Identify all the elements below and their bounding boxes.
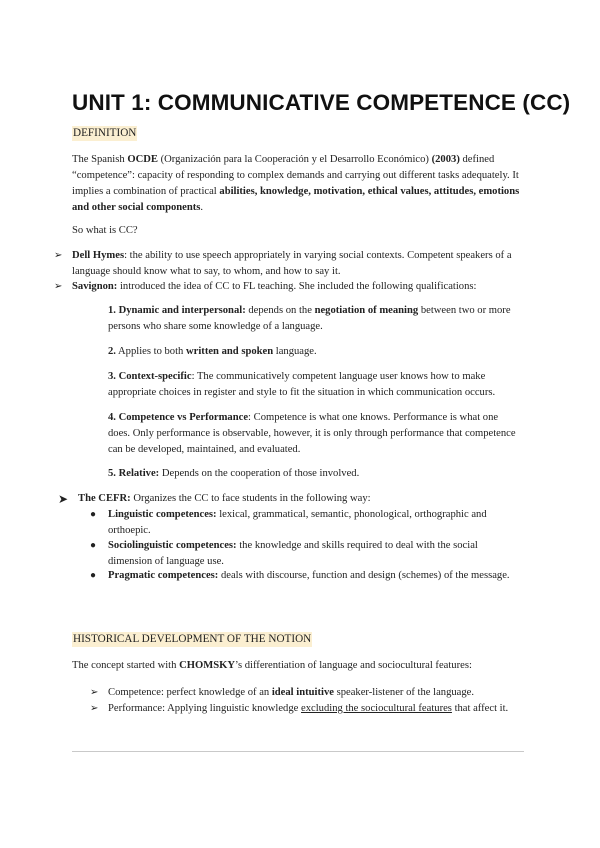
hymes-item bbox=[72, 248, 532, 280]
qualification-number: 2. bbox=[108, 346, 116, 357]
qualification-1 bbox=[108, 303, 518, 335]
qualification-text: language. bbox=[273, 346, 317, 357]
period: . bbox=[200, 202, 204, 213]
qualification-text: between two or more persons who share some knowledge of a language. bbox=[108, 305, 511, 332]
qualification-2 bbox=[108, 344, 518, 360]
arrow-bullet-icon: ➢ bbox=[54, 250, 63, 261]
cefr-competence-linguistic bbox=[108, 507, 518, 539]
qualification-number: 1. bbox=[108, 305, 119, 316]
history-item-underlined: excluding the sociocultural features bbox=[301, 703, 452, 714]
savignon-text: introduced the idea of CC to FL teaching. She included the following qualifications: bbox=[117, 281, 477, 292]
qualification-text: Depends on the cooperation of those involved. bbox=[159, 468, 360, 479]
competence-label: Linguistic competences: bbox=[108, 509, 217, 520]
hymes-name: Dell Hymes bbox=[72, 250, 125, 261]
history-item-competence bbox=[108, 685, 528, 701]
intro-text: The Spanish bbox=[72, 154, 128, 165]
definition-heading: DEFINITION bbox=[73, 127, 137, 139]
qualification-emphasis: negotiation of meaning bbox=[314, 305, 419, 316]
qualification-text: : Competence is what one knows. Performance is what one does. Only performance is observable, however, it is only through performance that competence can be developed, maintained, and evaluated. bbox=[108, 412, 516, 455]
competence-text: lexical, grammatical, semantic, phonological, orthographic and orthoepic. bbox=[108, 509, 487, 536]
page-title: UNIT 1: COMMUNICATIVE COMPETENCE (CC) bbox=[72, 90, 571, 115]
arrow-bullet-icon: ➢ bbox=[54, 281, 63, 292]
cefr-text: Organizes the CC to face students in the following way: bbox=[130, 493, 371, 504]
dot-bullet-icon: ● bbox=[90, 570, 97, 581]
hymes-text: : the ability to use speech appropriately in varying social contexts. Competent speakers of a language should know what to say, to whom, and how to say it. bbox=[72, 250, 512, 277]
qualification-text: depends on the bbox=[245, 305, 315, 316]
qualification-number: 4. bbox=[108, 412, 119, 423]
competence-label: Pragmatic competences: bbox=[108, 570, 219, 581]
cefr-name: The CEFR: bbox=[78, 493, 131, 504]
qualification-number: 5. bbox=[108, 468, 119, 479]
cefr-competence-pragmatic bbox=[108, 568, 518, 584]
history-item-text: that affect it. bbox=[451, 703, 509, 714]
ocde-year: (2003) bbox=[431, 154, 460, 165]
history-intro-text: The concept started with bbox=[72, 660, 180, 671]
definition-paragraph bbox=[72, 152, 532, 216]
dot-bullet-icon: ● bbox=[90, 540, 97, 551]
qualification-emphasis: written and spoken bbox=[186, 346, 274, 357]
ocde-term: OCDE bbox=[127, 154, 158, 165]
arrow-bullet-icon: ➢ bbox=[90, 703, 99, 714]
history-item-emphasis: ideal intuitive bbox=[271, 687, 334, 698]
ocde-full-name: (Organización para la Cooperación y el Desarrollo Económico) bbox=[157, 154, 432, 165]
qualification-4 bbox=[108, 410, 518, 458]
qualification-label: Relative: bbox=[118, 468, 160, 479]
qualification-text: : The communicatively competent language user knows how to make appropriate choices in register and style to fit the situation in which communication occurs. bbox=[108, 371, 496, 398]
history-intro-text: ’s differentiation of language and sociocultural features: bbox=[235, 660, 472, 671]
competence-components: abilities, knowledge, motivation, ethical values, attitudes, emotions and other social components bbox=[72, 186, 520, 213]
qualification-3 bbox=[108, 369, 518, 401]
arrow-bullet-icon: ➤ bbox=[58, 492, 69, 506]
savignon-item bbox=[72, 279, 532, 295]
cefr-competence-sociolinguistic bbox=[108, 538, 518, 570]
qualification-label: Dynamic and interpersonal: bbox=[118, 305, 246, 316]
history-item-text: Competence: perfect knowledge of an bbox=[108, 687, 272, 698]
qualification-text: Applies to both bbox=[115, 346, 186, 357]
history-heading: HISTORICAL DEVELOPMENT OF THE NOTION bbox=[73, 633, 312, 645]
divider bbox=[72, 751, 524, 752]
question-line: So what is CC? bbox=[72, 225, 138, 236]
competence-label: Sociolinguistic competences: bbox=[108, 540, 237, 551]
history-item-text: speaker-listener of the language. bbox=[333, 687, 475, 698]
arrow-bullet-icon: ➢ bbox=[90, 687, 99, 698]
competence-text: deals with discourse, function and design (schemes) of the message. bbox=[218, 570, 510, 581]
qualification-5 bbox=[108, 466, 518, 482]
history-item-performance bbox=[108, 701, 528, 717]
chomsky-name: CHOMSKY bbox=[179, 660, 235, 671]
qualification-number: 3. bbox=[108, 371, 119, 382]
cefr-item bbox=[78, 491, 518, 507]
dot-bullet-icon: ● bbox=[90, 509, 97, 520]
competence-definition: defined “competence”: capacity of responding to complex demands and carrying out different tasks adequately. It implies a combination of practical bbox=[72, 154, 519, 197]
savignon-name: Savignon: bbox=[72, 281, 118, 292]
qualification-label: Context-specific bbox=[118, 371, 192, 382]
history-item-text: Performance: Applying linguistic knowledge bbox=[108, 703, 302, 714]
qualification-label: Competence vs Performance bbox=[118, 412, 249, 423]
competence-text: the knowledge and skills required to deal with the social dimension of language use. bbox=[108, 540, 478, 567]
history-intro bbox=[72, 658, 532, 674]
